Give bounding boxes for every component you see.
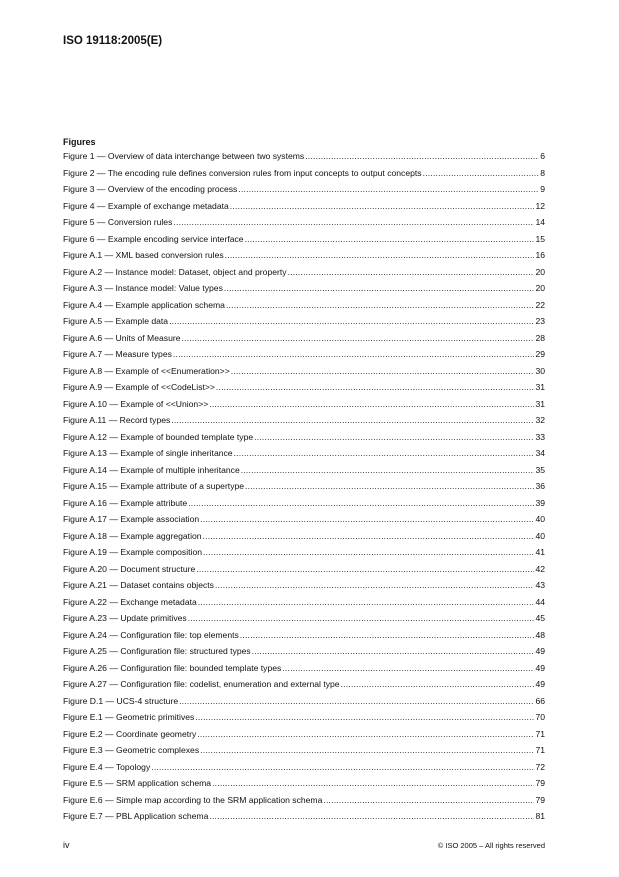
toc-entry[interactable] (63, 432, 545, 449)
toc-entry[interactable] (63, 630, 545, 647)
toc-entry[interactable] (63, 778, 545, 795)
toc-entry-label: Figure E.3 — Geometric complexes (63, 745, 200, 755)
toc-entry-label: Figure A.7 — Measure types (63, 349, 172, 359)
toc-entry-page: 12 (535, 200, 545, 211)
toc-entry-page: 66 (535, 695, 545, 706)
dot-leader (203, 531, 535, 541)
toc-entry[interactable] (63, 580, 545, 597)
toc-entry-label: Figure A.22 — Exchange metadata (63, 596, 197, 607)
toc-entry-label: Figure A.25 — Configuration file: structured types (63, 646, 251, 656)
toc-entry[interactable] (63, 316, 545, 333)
toc-entry-page: 15 (535, 233, 545, 244)
toc-entry[interactable] (63, 399, 545, 416)
toc-entry-page: 42 (535, 563, 545, 574)
toc-entry[interactable] (63, 283, 545, 300)
toc-entry-page: 23 (535, 316, 545, 326)
toc-entry-page: 33 (535, 431, 545, 442)
figure-list (63, 151, 545, 828)
toc-entry-label: Figure 3 — Overview of the encoding process (63, 184, 238, 194)
toc-entry-page: 30 (535, 365, 545, 376)
toc-entry-label: Figure E.5 — SRM application schema (63, 778, 212, 788)
toc-entry-page: 8 (540, 167, 545, 178)
toc-entry[interactable] (63, 729, 545, 746)
dot-leader (200, 514, 534, 524)
toc-entry-page: 45 (535, 613, 545, 623)
toc-entry-label: Figure A.15 — Example attribute of a supertype (63, 481, 245, 491)
dot-leader (245, 481, 534, 491)
toc-entry-page: 39 (535, 497, 545, 508)
toc-entry[interactable] (63, 465, 545, 482)
toc-entry-label: Figure A.20 — Document structure (63, 563, 196, 574)
toc-entry[interactable] (63, 663, 545, 680)
document-id: ISO 19118:2005(E) (63, 35, 163, 47)
toc-entry[interactable] (63, 712, 545, 729)
dot-leader (203, 547, 534, 557)
toc-entry[interactable] (63, 547, 545, 564)
toc-entry-label: Figure 5 — Conversion rules (63, 217, 173, 227)
dot-leader (212, 778, 534, 788)
toc-entry[interactable] (63, 415, 545, 432)
dot-leader (195, 712, 534, 722)
dot-leader (173, 349, 535, 359)
toc-entry-page: 31 (535, 398, 545, 409)
toc-entry[interactable] (63, 448, 545, 465)
toc-entry-label: Figure E.6 — Simple map according to the SRM application schema (63, 794, 323, 805)
toc-entry-label: Figure 6 — Example encoding service interface (63, 233, 244, 244)
toc-entry-label: Figure A.11 — Record types (63, 415, 171, 425)
toc-entry-label: Figure E.7 — PBL Application schema (63, 811, 209, 821)
toc-entry-label: Figure A.13 — Example of single inheritance (63, 448, 233, 458)
toc-entry[interactable] (63, 762, 545, 779)
dot-leader (200, 745, 534, 755)
toc-entry[interactable] (63, 267, 545, 284)
toc-entry-page: 81 (535, 811, 545, 821)
toc-entry-label: Figure A.26 — Configuration file: bounded template types (63, 662, 282, 673)
toc-entry[interactable] (63, 300, 545, 317)
toc-entry[interactable] (63, 234, 545, 251)
toc-entry[interactable] (63, 481, 545, 498)
toc-entry[interactable] (63, 382, 545, 399)
dot-leader (323, 795, 534, 805)
toc-entry-label: Figure A.4 — Example application schema (63, 299, 225, 310)
dot-leader (226, 300, 535, 310)
page-number: iv (63, 840, 70, 850)
toc-entry-page: 49 (535, 646, 545, 656)
dot-leader (245, 234, 535, 244)
copyright-notice: © ISO 2005 – All rights reserved (437, 841, 545, 850)
toc-entry-page: 79 (535, 778, 545, 788)
toc-entry[interactable] (63, 168, 545, 185)
dot-leader (288, 267, 535, 277)
toc-entry[interactable] (63, 613, 545, 630)
toc-entry-page: 32 (535, 415, 545, 425)
dot-leader (230, 201, 535, 211)
toc-entry-label: Figure A.23 — Update primitives (63, 613, 187, 623)
dot-leader (240, 630, 535, 640)
toc-entry[interactable] (63, 795, 545, 812)
dot-leader (209, 399, 534, 409)
dot-leader (188, 498, 534, 508)
toc-entry-label: Figure A.27 — Configuration file: codelist, enumeration and external type (63, 679, 340, 689)
toc-entry[interactable] (63, 333, 545, 350)
dot-leader (423, 168, 540, 178)
dot-leader (252, 646, 535, 656)
toc-entry[interactable] (63, 184, 545, 201)
toc-entry[interactable] (63, 250, 545, 267)
toc-entry-page: 43 (535, 580, 545, 590)
toc-entry-label: Figure A.10 — Example of <<Union>> (63, 398, 209, 409)
toc-entry-label: Figure A.21 — Dataset contains objects (63, 580, 214, 590)
dot-leader (216, 382, 535, 392)
dot-leader (151, 762, 534, 772)
toc-entry-page: 22 (535, 299, 545, 310)
dot-leader (179, 696, 534, 706)
toc-entry-label: Figure A.9 — Example of <<CodeList>> (63, 382, 215, 392)
dot-leader (234, 448, 535, 458)
toc-entry-page: 72 (535, 761, 545, 772)
toc-entry-page: 6 (540, 151, 545, 161)
toc-entry-page: 79 (535, 794, 545, 805)
toc-entry-label: Figure A.24 — Configuration file: top elements (63, 629, 239, 640)
toc-entry-label: Figure 1 — Overview of data interchange between two systems (63, 151, 305, 161)
toc-entry[interactable] (63, 531, 545, 548)
toc-entry-page: 49 (535, 662, 545, 673)
toc-entry[interactable] (63, 201, 545, 218)
toc-entry[interactable] (63, 696, 545, 713)
toc-entry[interactable] (63, 597, 545, 614)
toc-entry-label: Figure 2 — The encoding rule defines conversion rules from input concepts to output concepts (63, 167, 422, 178)
toc-entry[interactable] (63, 151, 545, 168)
toc-entry[interactable] (63, 679, 545, 696)
toc-entry-label: Figure A.8 — Example of <<Enumeration>> (63, 365, 230, 376)
toc-entry-label: Figure 4 — Example of exchange metadata (63, 200, 229, 211)
toc-entry-page: 36 (535, 481, 545, 491)
toc-entry-page: 44 (535, 596, 545, 607)
toc-entry[interactable] (63, 514, 545, 531)
dot-leader (341, 679, 535, 689)
dot-leader (231, 366, 535, 376)
toc-entry-label: Figure E.4 — Topology (63, 761, 151, 772)
toc-entry-page: 71 (535, 728, 545, 739)
toc-entry-page: 40 (535, 530, 545, 541)
toc-entry-page: 70 (535, 712, 545, 722)
toc-entry-page: 40 (535, 514, 545, 524)
toc-entry-label: Figure E.2 — Coordinate geometry (63, 728, 197, 739)
toc-entry-label: Figure A.18 — Example aggregation (63, 530, 202, 541)
dot-leader (209, 811, 534, 821)
dot-leader (224, 283, 535, 293)
toc-entry-page: 20 (535, 266, 545, 277)
toc-entry-label: Figure E.1 — Geometric primitives (63, 712, 195, 722)
dot-leader (188, 613, 535, 623)
toc-entry-page: 28 (535, 332, 545, 343)
dot-leader (238, 184, 539, 194)
toc-entry-label: Figure A.1 — XML based conversion rules (63, 250, 224, 260)
dot-leader (241, 465, 535, 475)
toc-entry-page: 9 (540, 184, 545, 194)
toc-entry-label: Figure A.6 — Units of Measure (63, 332, 181, 343)
toc-entry-label: Figure A.3 — Instance model: Value types (63, 283, 223, 293)
toc-entry-page: 34 (535, 448, 545, 458)
dot-leader (305, 151, 539, 161)
toc-entry[interactable] (63, 498, 545, 515)
toc-entry-page: 14 (535, 217, 545, 227)
toc-entry-label: Figure A.2 — Instance model: Dataset, object and property (63, 266, 287, 277)
dot-leader (282, 663, 534, 673)
dot-leader (182, 333, 535, 343)
toc-entry-label: Figure A.19 — Example composition (63, 547, 202, 557)
dot-leader (173, 217, 534, 227)
toc-entry-page: 41 (535, 547, 545, 557)
toc-entry-page: 49 (535, 679, 545, 689)
dot-leader (225, 250, 535, 260)
toc-entry[interactable] (63, 811, 545, 828)
toc-entry-page: 48 (535, 629, 545, 640)
toc-entry[interactable] (63, 366, 545, 383)
dot-leader (171, 415, 534, 425)
dot-leader (169, 316, 534, 326)
dot-leader (196, 564, 534, 574)
section-title: Figures (63, 137, 96, 147)
toc-entry[interactable] (63, 646, 545, 663)
toc-entry-page: 20 (535, 283, 545, 293)
toc-entry-label: Figure A.14 — Example of multiple inheritance (63, 464, 240, 475)
toc-entry-page: 29 (535, 349, 545, 359)
toc-entry[interactable] (63, 349, 545, 366)
toc-entry-label: Figure A.17 — Example association (63, 514, 200, 524)
toc-entry[interactable] (63, 564, 545, 581)
dot-leader (215, 580, 534, 590)
toc-entry-label: Figure A.5 — Example data (63, 316, 169, 326)
toc-entry-page: 16 (535, 250, 545, 260)
dot-leader (198, 597, 535, 607)
toc-entry-label: Figure A.16 — Example attribute (63, 497, 188, 508)
toc-entry[interactable] (63, 745, 545, 762)
toc-entry-label: Figure A.12 — Example of bounded template type (63, 431, 254, 442)
dot-leader (254, 432, 534, 442)
toc-entry-page: 35 (535, 464, 545, 475)
toc-entry[interactable] (63, 217, 545, 234)
dot-leader (197, 729, 534, 739)
toc-entry-label: Figure D.1 — UCS-4 structure (63, 695, 179, 706)
toc-entry-page: 71 (535, 745, 545, 755)
toc-entry-page: 31 (535, 382, 545, 392)
